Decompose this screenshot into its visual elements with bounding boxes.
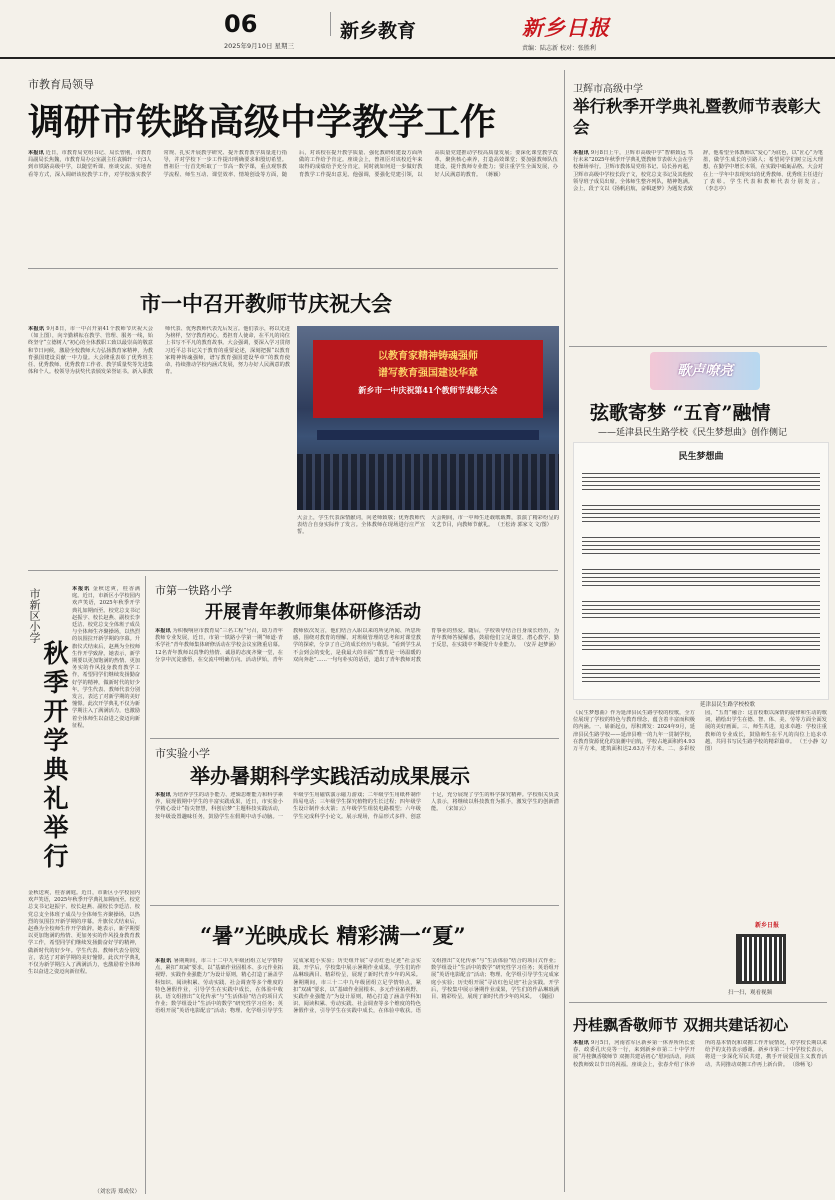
article3-byline: （刘宏涛 郑成仪） xyxy=(94,1189,140,1195)
article5-body xyxy=(155,792,559,896)
banner-line-3: 新乡市一中庆祝第41个教师节表彰大会 xyxy=(358,385,498,395)
article7-headline xyxy=(573,96,823,138)
staff-1 xyxy=(582,473,820,491)
banner-line-1: 以教育家精神铸魂强师 xyxy=(378,351,478,362)
article4-lead: 本报讯 xyxy=(155,628,171,634)
article9-text: 9月5日，河南省军区新乡第一休养所所长张春、政委孔庆亮等一行，来到新乡市第二十中学开展“丹桂飘香敬师节 双拥共建话初心”慰问活动，向该校教师致以节日的祝福。座谈会上，张春介绍了休养所的基本情况和双拥工作开展情况，对学校长期以来给予的支持表示感谢。新乡市第二十中学校长表示，将进一步深化军民共建，携手开展爱国主义教育活动，共同推动双拥工作再上新台阶。 xyxy=(573,1040,827,1068)
article3-kicker: 市新区小学 xyxy=(28,588,41,643)
article9-byline: （徐畅飞） xyxy=(789,1061,816,1068)
article4-byline: （安弄 赵梦涵） xyxy=(520,642,559,649)
song-banner xyxy=(650,352,760,390)
photo-stage-banner xyxy=(313,340,543,418)
article2-lead: 本报讯 xyxy=(28,326,45,332)
article6-byline: （魏园） xyxy=(536,994,558,1001)
article2-text: 9月8日，市一中召开第41个教师节庆祝大会（如上图），向辛勤耕耘在教学、管理、服务一线，始终坚守“立德树人”初心的全体教职工致以最崇高的敬意和节日问候，激励全校教师大力弘扬教育家精神，为教育强国建设贡献一中力量。大会隆重表彰了优秀班主任、优秀教师、优秀教育工作者、教学质量奖等先进集体和个人。校领导为获奖代表颁发荣誉证书。新入职教师代表、优秀教师代表先后发言。他们表示，将以先进为榜样，坚守教育初心，勇担育人使命，在平凡的岗位上书写不平凡的教育故事。大会强调，要深入学习贯彻习近平总书记关于教育的重要论述，深刻把握“以教育家精神铸魂强师，谱写教育强国建设华章”的教育使命，持续推动学校内涵式发展，努力办好人民满意的教育。 xyxy=(28,326,290,376)
article5-byline: （宋如云） xyxy=(443,806,469,813)
article6-text-cont: 暑期期间，市三十二中九年级团组立足学情特点，紧扣“双减”要求，以“基础作业固根本、多元作业拓视野、实践作业强能力”为设计原则，精心打造了涵盖学科知识、阅读积累、劳动实践、社会调查等多个维度的特色暑假作业，引导学生在实践中成长，在体验中收获。语文组推出“文化传承”与“生活体验”结合的项目式作业；数学组设计“生活中的数学”研究性学习任务；英语组开展“英语电影配音”活动；物理、化学组引导学生完成家庭小实验；历史组开展“寻访红色足迹”社会实践。开学后，学校集中展示暑期作业成果，学生们的作品琳琅满目、精彩纷呈，展现了新时代青少年的风采。 xyxy=(293,958,559,1015)
article3-lead: 本报讯 xyxy=(72,586,91,592)
article6-text: 暑期期间，市三十二中九年级团组立足学情特点，紧扣“双减”要求，以“基础作业固根本、多元作业拓视野、实践作业强能力”为设计原则，精心打造了涵盖学科知识、阅读积累、劳动实践、社会调查等多个维度的特色暑假作业，引导学生在实践中成长，在体验中收获。语文组推出“文化传承”与“生活体验”结合的项目式作业；数学组设计“生活中的数学”研究性学习任务；英语组开展“英语电影配音”活动；物理、化学组引导学生完成家庭小实验；历史组开展“寻访红色足迹”社会实践。开学后，学校集中展示暑期作业成果，学生们的作品琳琅满目、精彩纷呈，展现了新时代青少年的风采。 xyxy=(155,958,421,1015)
article7-byline: （李志亭） xyxy=(703,186,729,193)
article7-body xyxy=(573,150,823,340)
article7-kicker: 卫辉市高级中学 xyxy=(573,84,643,95)
article3-body xyxy=(72,586,140,886)
article9-headline: 丹桂飘香敬师节 双拥共建话初心 xyxy=(573,1016,789,1034)
article6-body xyxy=(155,958,559,1186)
staff-3 xyxy=(582,537,820,555)
qr-code[interactable] xyxy=(736,934,786,984)
article1-byline: （蒋颖） xyxy=(482,171,504,178)
article7-text: 9月8日上午，卫辉市高级中学“智耕致远 笃行未来”2025年秋季开学典礼暨教师节表彰大会在学校操场举行。卫辉市教体局党组书记、局长孙丙超，卫辉市高级中学校长段子文，校党总支书记及其他校领导班子成员出席。全体师生整齐列队，精神饱满。会上，段子文以《扬帆启航，奋楫逐梦》为题发表致辞，他希望全体教师以“爱心”为底色，以“匠心”为笔墨，做学生成长的引路人；希望同学们树立远大理想，在勤学中增长本领，在实践中砥砺品格。大会对在上一学年中表现突出的优秀教师、优秀班主任进行了表彰。学生代表和教师代表分别发言。 xyxy=(573,150,823,193)
article7-lead: 本报讯 xyxy=(573,150,590,156)
article1-text: 近日，市教育局党组书记、局长曾刚，市教育局副局长焦魏，市教育局办公室副主任袁腾轩一行3人到市铁路高级中学，以随堂听课、座谈交流、实地查看等方式，深入调研该校教学工作，对学校落实教学常规、扎实开展教学研究、提升教育教学质量进行指导，并对学校下一步工作提出明确要求和殷切希望。曾祖臣一行首先听取了一节高一数学课，重点观察教学流程、师生互动、课堂效率、情境创设等方面，随后，对该校在提升教学质量、强化教研组建设方面所做的工作给予肯定。座谈会上，曾祖臣对该校近年来取得的成绩给予充分肯定，同时就如何进一步做好教育教学工作提出意见。他强调，要强化党建引领，以高质量党建推动学校高质量发展；要深化课堂教学改革，聚焦核心素养，打造高效课堂；要加强教师队伍建设，提升教师专业能力；要注重学生全面发展，办好人民满意的教育。 xyxy=(28,150,558,178)
caption-2: 大会期间，市一中师生还载歌载舞，表演了精彩纷呈的文艺节目，向教师节献礼。 xyxy=(431,515,559,529)
score-credit: 延津县民生路学校校歌 xyxy=(700,702,756,708)
article8-subhead: ——延津县民生路学校《民生梦想曲》创作侧记 xyxy=(598,428,788,438)
article9-body xyxy=(573,1040,827,1190)
article2-caption-2 xyxy=(431,515,559,560)
article9-lead: 本报讯 xyxy=(573,1040,590,1046)
article1-kicker: 市教育局领导 xyxy=(28,78,94,91)
banner-line-2: 谱写教育强国建设华章 xyxy=(378,368,478,379)
ceremony-photo xyxy=(297,326,559,510)
article8-text: 《民生梦想曲》作为延津县民生路学校的校歌，全方位展现了学校的特色与教育理念，蕴含着丰富而积极的内涵。一、崭新起点，厚积薄发：2024年9月，延津县民生路学校——延津县唯一的九年一贯制学校，在教育资源优化的浪潮中启航。学校占地面积约4.93万平方米，建筑面积达2.63万平方米。二、多彩校园，“五育”融合：这首校歌以深情的旋律和生动的歌词，描绘出学生在德、智、体、美、劳等方面全面发展的美好画面。三、师生共进，追求卓越：学校注重教师的专业成长，鼓励师生在平凡的岗位上追求卓越，共同书写民生路学校的精彩篇章。 xyxy=(573,710,827,753)
newspaper-logo: 新乡日报 xyxy=(522,15,610,40)
masthead xyxy=(0,0,835,55)
article4-body xyxy=(155,628,559,731)
staff-5 xyxy=(582,601,820,619)
song-banner-text: 歌声嘹亮 xyxy=(677,363,733,379)
caption-1: 大会上，学生代表深情献词，向老师致敬；优秀教师代表结合自身实际作了发言。全体教师在现场进行庄严宣誓。 xyxy=(297,515,425,536)
article1-headline: 调研市铁路高级中学教学工作 xyxy=(28,102,497,143)
article3-body-cont xyxy=(28,890,140,1186)
sheet-music xyxy=(573,442,829,700)
audience xyxy=(297,454,559,510)
article1-lead: 本报讯 xyxy=(28,150,44,156)
qr-caption: 扫一扫，观看视频 xyxy=(728,990,773,996)
staff-2 xyxy=(582,505,820,523)
editor-credits: 责编：陆志新 校对：张胜利 xyxy=(522,45,596,52)
app-label: 新乡日报 xyxy=(755,922,780,929)
page-number: 06 xyxy=(224,10,258,38)
article4-headline: 开展青年教师集体研修活动 xyxy=(205,602,421,623)
article3-headline: 秋季开学典礼举行 xyxy=(40,640,69,872)
section-title: 新乡教育 xyxy=(340,20,417,42)
issue-date: 2025年9月10日 星期三 xyxy=(224,42,295,50)
article4-text: 为积极响应市教育局“三名工程”号召，助力青年教师专业发展，近日，市第一铁路小学第一期“师道·青禾学社”青年教师集体研修活动在学校会议室隆重启幕。12名青年教师以真挚的热情、诚恳的态度齐聚一堂，在分享中沉淀感悟，在交流中明确方向。活动伊始，青年教师依次发言，他们结合入职以来的所见所闻、所思所感，围绕对教育的理解、对班级管理的思考和对课堂教学的探索，分享了自己的成长经历与收获。“看到学生从不会到会的变化，是我最大的幸福”“教育是一场温暖的双向奔赴”……一句句朴实的话语，道出了青年教师对教育事业的热爱。随后，学校领导结合自身成长经历，为青年教师答疑解惑，鼓励他们立足课堂、潜心教学、勤于反思，在实践中不断提升专业能力。 xyxy=(155,628,559,663)
article5-text: 为培养学生的动手能力、逻辑思维能力和科学素养，展现假期中学生的丰富实践成果，近日，市实验小学精心设计“指尖智慧，科创启梦”主题科技实践活动，按年级设置趣味任务，鼓励学生在假期中动手动脑。一年级学生用磁铁演示磁力游戏；二年级学生用纸杯制作简易电话；三年级学生探究植物的生长过程；四年级学生设计制作水火箭；五年级学生组装电路模型；六年级学生完成科学小论文。展示现场，作品形式多样、创意十足，充分展现了学生的科学探究精神。学校相关负责人表示，将继续以科技教育为抓手，激发学生的创新潜能。 xyxy=(155,792,559,820)
article8-headline: 弦歌寄梦 “五育”融情 xyxy=(590,402,771,424)
article2-caption xyxy=(297,515,425,560)
article6-headline: “暑”光映成长 精彩满一“夏” xyxy=(200,923,466,948)
article3-text: 金秋送爽，桂香满庭。近日，市新区小学校园内欢声笑语，2025年秋季开学典礼如期而至。校党总支书记赵振宇、校长赵燕、副校长李廷洁、校党总支全体班子成员与全体师生齐聚操场，以热烈的氛围拉开新学期的序幕。升旗仪式结束后，赵燕为全校师生作开学致辞。她表示，新学期要以更加饱满的热情、更加务实的作风投身教育教学工作，希望同学们继续发扬勤奋好学的精神，做新时代的好少年。学生代表、教师代表分别发言，表达了对新学期的美好憧憬。此次开学典礼不仅为新学期注入了满满活力，也激励着全体师生以奋进之姿迈向新征程。 xyxy=(72,586,140,729)
article1-body xyxy=(28,150,558,262)
article5-headline: 举办暑期科学实践活动成果展示 xyxy=(190,764,470,788)
staff-4 xyxy=(582,569,820,587)
article6-lead: 本报讯 xyxy=(155,958,172,964)
staff-6 xyxy=(582,633,820,651)
article2-body xyxy=(28,326,290,564)
staff-7 xyxy=(582,665,820,683)
article8-byline: （王小静 文/图） xyxy=(705,738,827,753)
article7-headline-text: 举行秋季开学典礼暨教师节表彰大会 xyxy=(573,97,821,137)
score-title: 民生梦想曲 xyxy=(678,452,724,462)
article2-headline: 市一中召开教师节庆祝大会 xyxy=(140,291,392,316)
article8-body xyxy=(573,710,827,920)
article3-text-cont: 金秋送爽，桂香满庭。近日，市新区小学校园内欢声笑语，2025年秋季开学典礼如期而至。校党总支书记赵振宇、校长赵燕、副校长李廷洁、校党总支全体班子成员与全体师生齐聚操场，以热烈的氛围拉开新学期的序幕。升旗仪式结束后，赵燕为全校师生作开学致辞。她表示，新学期要以更加饱满的热情、更加务实的作风投身教育教学工作，希望同学们继续发扬勤奋好学的精神，做新时代的好少年。学生代表、教师代表分别发言，表达了对新学期的美好憧憬。此次开学典礼不仅为新学期注入了满满活力，也激励着全体师生以奋进之姿迈向新征程。 xyxy=(28,890,140,976)
article4-kicker: 市第一铁路小学 xyxy=(155,584,232,597)
stage-table xyxy=(317,430,539,440)
article2-byline: （王松涛 郭家文 文/图） xyxy=(494,522,552,529)
article5-lead: 本报讯 xyxy=(155,792,171,798)
article5-kicker: 市实验小学 xyxy=(155,747,210,760)
